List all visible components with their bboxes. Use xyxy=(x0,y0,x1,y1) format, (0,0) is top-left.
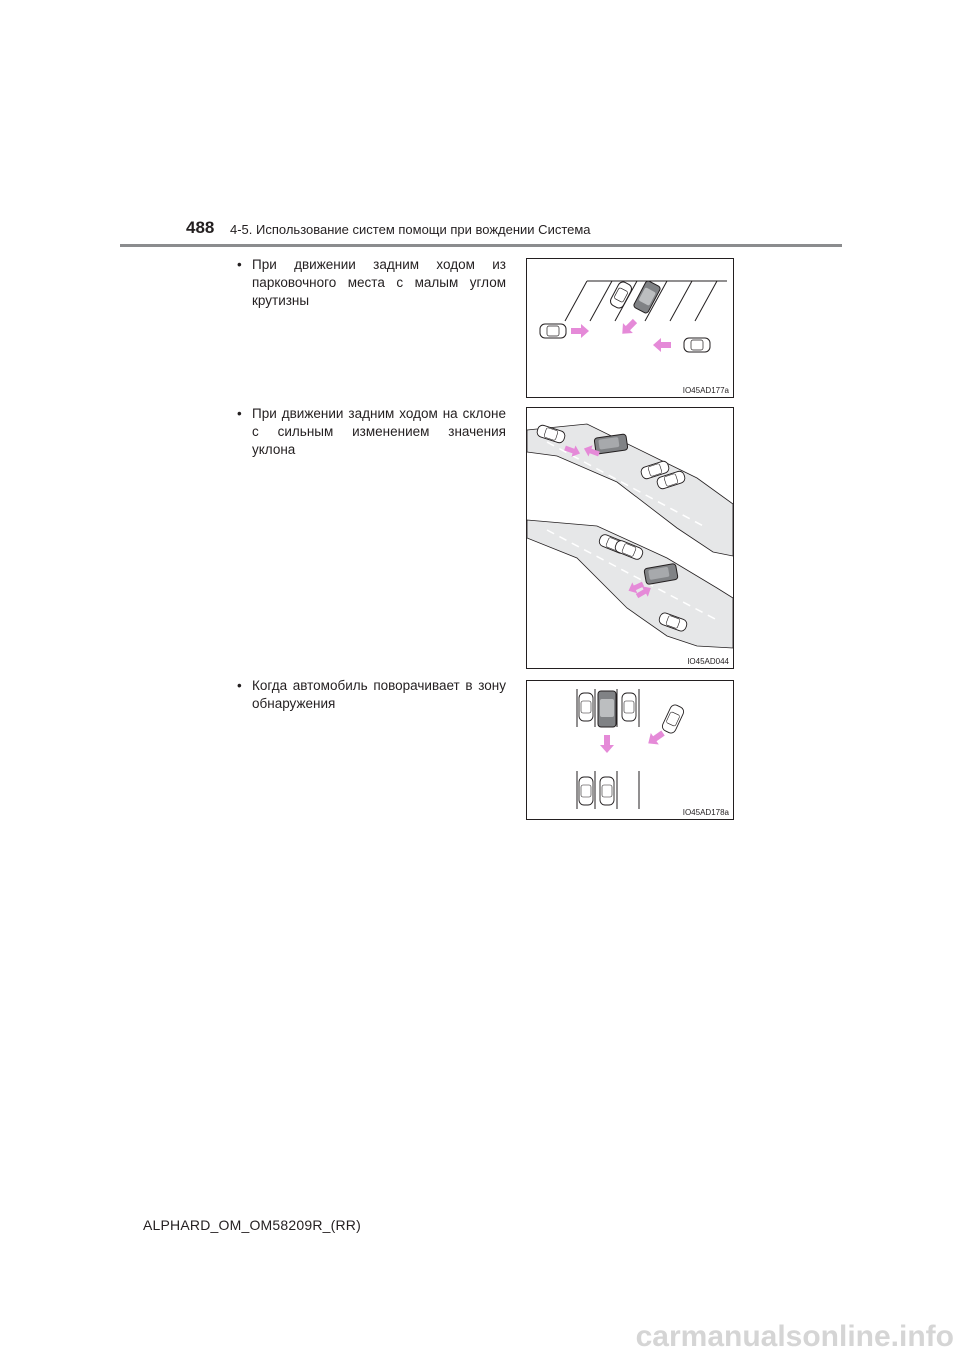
bullet-marker: • xyxy=(237,678,242,693)
figure-slope-reversing xyxy=(526,407,734,669)
figure-code: IO45AD178a xyxy=(682,808,729,817)
bullet-marker: • xyxy=(237,257,242,272)
bullet-item-3 xyxy=(238,677,506,713)
page-number: 488 xyxy=(186,218,215,237)
bullet-item-2 xyxy=(238,405,506,459)
figure-code: IO45AD177a xyxy=(682,386,729,395)
watermark: carmanualsonline.info xyxy=(635,1320,954,1353)
figure-code: IO45AD044 xyxy=(687,657,729,666)
reverse-parking-illustration xyxy=(527,259,733,397)
turning-illustration xyxy=(527,681,733,819)
bullet-text: При движении задним ходом из парковочного места с малым углом крутизны xyxy=(252,257,506,308)
bullet-marker: • xyxy=(237,406,242,421)
bullet-text: При движении задним ходом на склоне с сильным изменением значения уклона xyxy=(252,406,506,457)
section-title: 4-5. Использование систем помощи при вождении Система xyxy=(230,222,591,237)
header-divider xyxy=(120,244,842,247)
figure-turning-vehicle xyxy=(526,680,734,820)
figure-reverse-parking-exit xyxy=(526,258,734,398)
bullet-text: Когда автомобиль поворачивает в зону обнаружения xyxy=(252,678,506,711)
slope-illustration xyxy=(527,408,733,668)
bullet-item-1 xyxy=(238,256,506,310)
document-code: ALPHARD_OM_OM58209R_(RR) xyxy=(143,1217,361,1233)
